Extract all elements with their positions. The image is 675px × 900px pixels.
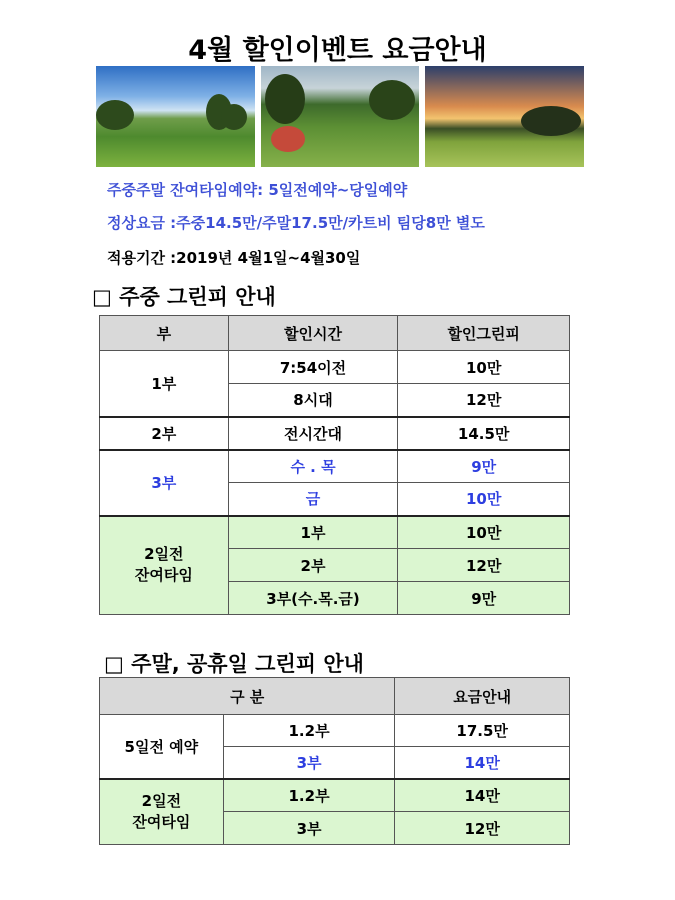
table-row	[100, 715, 570, 747]
part-cell: 2일전 잔여타임	[100, 516, 229, 615]
fee-cell: 9만	[398, 582, 570, 615]
golf-course-photos	[96, 66, 584, 167]
column-header: 구 분	[100, 678, 395, 715]
group-cell: 2일전 잔여타임	[100, 779, 224, 845]
fee-cell: 9만	[398, 450, 570, 483]
part-cell: 2부	[100, 417, 229, 450]
table-row	[100, 351, 570, 384]
table-header-row	[100, 316, 570, 351]
table-row	[100, 779, 570, 812]
weekday-greenfee-table	[99, 315, 570, 615]
fee-cell: 14.5만	[398, 417, 570, 450]
time-cell: 2부	[228, 549, 398, 582]
part-cell: 1.2부	[223, 715, 395, 747]
column-header: 부	[100, 316, 229, 351]
part-cell: 3부	[223, 747, 395, 779]
time-cell: 수 . 목	[228, 450, 398, 483]
fee-cell: 10만	[398, 516, 570, 549]
table-row	[100, 450, 570, 483]
fee-cell: 12만	[398, 384, 570, 417]
weekday-section-heading: □ 주중 그린피 안내	[92, 285, 276, 309]
table-row	[100, 516, 570, 549]
part-cell: 1.2부	[223, 779, 395, 812]
time-cell: 전시간대	[228, 417, 398, 450]
fee-cell: 14만	[395, 747, 570, 779]
time-cell: 금	[228, 483, 398, 516]
golf-course-photo-2	[261, 66, 420, 167]
time-cell: 3부(수.목.금)	[228, 582, 398, 615]
fee-cell: 12만	[395, 812, 570, 845]
table-header-row	[100, 678, 570, 715]
column-header: 요금안내	[395, 678, 570, 715]
fee-cell: 17.5만	[395, 715, 570, 747]
fee-cell: 12만	[398, 549, 570, 582]
part-cell: 3부	[100, 450, 229, 516]
table-row	[100, 417, 570, 450]
weekend-section-heading: □ 주말, 공휴일 그린피 안내	[104, 652, 364, 676]
group-cell: 5일전 예약	[100, 715, 224, 779]
weekend-greenfee-table	[99, 677, 570, 845]
page-title: 4월 할인이벤트 요금안내	[188, 35, 487, 66]
column-header: 할인시간	[228, 316, 398, 351]
fee-cell: 10만	[398, 351, 570, 384]
column-header: 할인그린피	[398, 316, 570, 351]
info-normal-price: 정상요금 :주중14.5만/주말17.5만/카트비 팀당8만 별도	[107, 214, 485, 232]
info-reservation: 주중주말 잔여타임예약: 5일전예약~당일예약	[107, 181, 408, 199]
golf-course-photo-1	[96, 66, 255, 167]
golf-course-photo-3	[425, 66, 584, 167]
fee-cell: 10만	[398, 483, 570, 516]
fee-cell: 14만	[395, 779, 570, 812]
time-cell: 7:54이전	[228, 351, 398, 384]
info-period: 적용기간 :2019년 4월1일~4월30일	[107, 249, 361, 267]
part-cell: 3부	[223, 812, 395, 845]
time-cell: 1부	[228, 516, 398, 549]
time-cell: 8시대	[228, 384, 398, 417]
part-cell: 1부	[100, 351, 229, 417]
